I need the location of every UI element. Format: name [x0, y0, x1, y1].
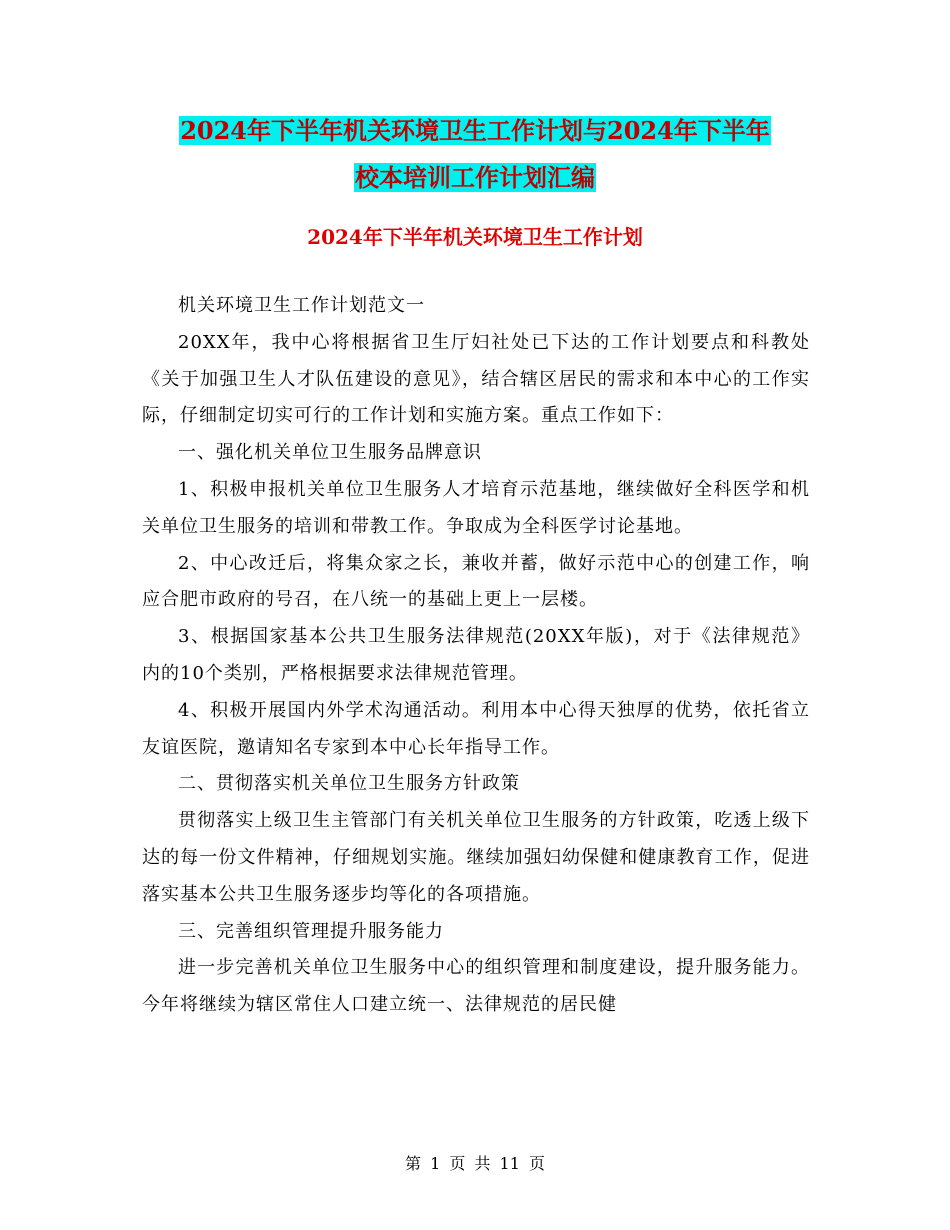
paragraph: 1、积极申报机关单位卫生服务人才培育示范基地，继续做好全科医学和机关单位卫生服务的培训和带教工作。争取成为全科医学讨论基地。 — [142, 478, 810, 537]
document-title-line-2: 校本培训工作计划汇编 — [355, 163, 595, 192]
paragraph: 20XX年，我中心将根据省卫生厅妇社处已下达的工作计划要点和科教处《关于加强卫生人才队伍建设的意见》，结合辖区居民的需求和本中心的工作实际，仔细制定切实可行的工作计划和实施方案。重点工作如下： — [142, 331, 810, 427]
document-body — [142, 288, 810, 1024]
paragraph: 机关环境卫生工作计划范文一 — [178, 295, 425, 316]
paragraph: 2、中心改迁后，将集众家之长，兼收并蓄，做好示范中心的创建工作，响应合肥市政府的号召，在八统一的基础上更上一层楼。 — [142, 552, 810, 611]
document-title-line-1: 2024年下半年机关环境卫生工作计划与2024年下半年 — [180, 116, 770, 145]
document-title — [0, 107, 950, 201]
paragraph: 3、根据国家基本公共卫生服务法律规范(20XX年版)，对于《法律规范》内的10个类别，严格根据要求法律规范管理。 — [142, 626, 810, 684]
paragraph: 进一步完善机关单位卫生服务中心的组织管理和制度建设，提升服务能力。今年将继续为辖区常住人口建立统一、法律规范的居民健 — [142, 957, 810, 1016]
paragraph: 贯彻落实上级卫生主管部门有关机关单位卫生服务的方针政策，吃透上级下达的每一份文件精神，仔细规划实施。继续加强妇幼保健和健康教育工作，促进落实基本公共卫生服务逐步均等化的各项措施。 — [142, 810, 810, 905]
paragraph: 一、强化机关单位卫生服务品牌意识 — [178, 442, 482, 464]
paragraph: 二、贯彻落实机关单位卫生服务方针政策 — [178, 773, 520, 795]
page-footer: 第 1 页 共 11 页 — [405, 1154, 545, 1173]
paragraph: 三、完善组织管理提升服务能力 — [178, 920, 444, 942]
paragraph: 4、积极开展国内外学术沟通活动。利用本中心得天独厚的优势，依托省立友谊医院，邀请知名专家到本中心长年指导工作。 — [142, 699, 810, 758]
section-title: 2024年下半年机关环境卫生工作计划 — [307, 225, 643, 249]
